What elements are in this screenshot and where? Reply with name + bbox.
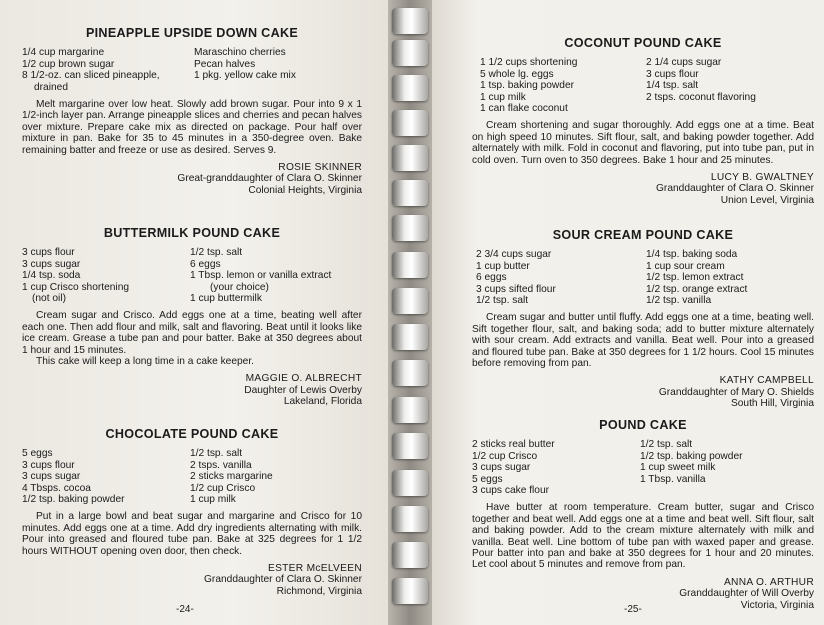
ingredient: 5 whole lg. eggs xyxy=(480,68,554,80)
ingredient: 1/2 tsp. salt xyxy=(190,247,243,259)
binding-ring xyxy=(392,110,428,136)
binding-ring xyxy=(392,433,428,459)
ingredient: 2 3/4 cups sugar xyxy=(476,249,552,261)
recipe-buttermilk-pound-cake xyxy=(22,228,362,408)
recipe-title: COCONUT POUND CAKE xyxy=(564,36,722,50)
ingredient: 2 tsps. coconut flavoring xyxy=(646,91,756,103)
binding-ring xyxy=(392,324,428,350)
page-number: -25- xyxy=(624,604,642,615)
ingredient: 3 cups sugar xyxy=(472,462,531,474)
binding-ring xyxy=(392,360,428,386)
ingredient-column-right xyxy=(194,47,296,93)
ingredient: 3 cups flour xyxy=(646,68,699,80)
binding-ring xyxy=(392,180,428,206)
contributor-name: ROSIE SKINNER xyxy=(278,162,362,174)
ingredient-column-left xyxy=(476,249,646,306)
ingredient: (your choice) xyxy=(210,281,269,293)
contributor-name: LUCY B. GWALTNEY xyxy=(710,172,814,184)
ingredient-list xyxy=(472,57,814,114)
contributor-relation: Granddaughter of Clara O. Skinner xyxy=(656,183,814,195)
recipe-title: CHOCOLATE POUND CAKE xyxy=(105,427,279,441)
recipe-title: SOUR CREAM POUND CAKE xyxy=(552,228,734,242)
recipe-title: POUND CAKE xyxy=(599,418,687,432)
recipe-title: PINEAPPLE UPSIDE DOWN CAKE xyxy=(85,26,299,40)
recipe-note: This cake will keep a long time in a cake keeper. xyxy=(36,356,255,368)
ingredient: (not oil) xyxy=(32,293,66,305)
ingredient: 1/2 tsp. lemon extract xyxy=(646,272,744,284)
ingredient-list xyxy=(22,448,362,505)
recipe-instructions: Cream sugar and butter until fluffy. Add eggs one at a time, beating well. Sift together flour, salt, and baking soda; add to butter mixture alternately with sour cream. Add extracts and vanilla. Beat well. Pour into a greased and floured tube pan. Bake at 350 degrees for 1 1/2 hours. Cool 15 minutes before removing from pan. xyxy=(472,312,814,370)
recipe-coconut-pound-cake xyxy=(472,38,814,206)
ingredient-column-left xyxy=(22,247,190,304)
ingredient: 1 Tbsp. vanilla xyxy=(640,473,706,485)
ingredient: 3 cups flour xyxy=(22,459,75,471)
right-page xyxy=(432,0,824,625)
ingredient: 2 1/4 cups sugar xyxy=(646,57,722,69)
binding-ring xyxy=(392,397,428,423)
ingredient: 1 cup milk xyxy=(190,494,236,506)
ingredient-list xyxy=(472,439,814,496)
ingredient: 3 cups sifted flour xyxy=(476,283,556,295)
recipe-instructions: Melt margarine over low heat. Slowly add brown sugar. Pour into 9 x 1 1/2-inch layer pan. Arrange pineapple slices and cherries and pecan halves over mixture. Prepare cake mix as directed on package. Pour half over mixture in pan. Bake for 35 to 45 minutes in a 350-degree oven. Bake remaining batter and freeze or use as desired. Serves 9. xyxy=(22,99,362,156)
ingredient: 1/2 tsp. salt xyxy=(190,448,243,460)
binding-ring xyxy=(392,288,428,314)
ingredient: 1/4 tsp. salt xyxy=(646,80,699,92)
ingredient: 2 sticks margarine xyxy=(190,471,273,483)
binding-ring xyxy=(392,470,428,496)
ingredient-column-right xyxy=(190,448,273,505)
ingredient-column-left xyxy=(22,47,194,93)
ingredient: 1 cup sweet milk xyxy=(640,462,716,474)
ingredient: 1 cup sour cream xyxy=(646,260,725,272)
ingredient: 2 tsps. vanilla xyxy=(190,459,252,471)
contributor-name: KATHY CAMPBELL xyxy=(719,375,814,387)
ingredient: 6 eggs xyxy=(190,258,221,270)
contributor-location: Richmond, Virginia xyxy=(276,585,362,597)
contributor-signature xyxy=(472,375,814,409)
ingredient-list xyxy=(22,47,362,93)
contributor-location: Colonial Heights, Virginia xyxy=(248,184,362,196)
binding-ring xyxy=(392,8,428,34)
contributor-location: Lakeland, Florida xyxy=(283,396,362,408)
ingredient: Maraschino cherries xyxy=(194,47,286,59)
ingredient: 1 tsp. baking powder xyxy=(480,80,575,92)
ingredient: 3 cups flour xyxy=(22,247,75,259)
ingredient-column-left xyxy=(22,448,190,505)
ingredient: 1/2 cup Crisco xyxy=(472,450,538,462)
ingredient: 1/4 tsp. baking soda xyxy=(646,249,738,261)
ingredient: 1/4 cup margarine xyxy=(22,47,105,59)
ingredient: 1 pkg. yellow cake mix xyxy=(194,70,296,82)
binding-ring xyxy=(392,215,428,241)
page-number: -24- xyxy=(176,604,194,615)
ingredient-column-right xyxy=(190,247,331,304)
ingredient: 3 cups sugar xyxy=(22,258,81,270)
ingredient: 1 cup milk xyxy=(480,91,526,103)
contributor-relation: Granddaughter of Clara O. Skinner xyxy=(204,574,362,586)
ingredient: 1/2 tsp. salt xyxy=(640,439,693,451)
contributor-signature xyxy=(22,563,362,597)
ingredient: 8 1/2-oz. can sliced pineapple, xyxy=(22,70,160,82)
ingredient: 5 eggs xyxy=(22,448,53,460)
recipe-pound-cake xyxy=(472,420,814,611)
ingredient: 1/2 tsp. salt xyxy=(476,295,529,307)
ingredient: 1/4 tsp. soda xyxy=(22,270,81,282)
recipe-title: BUTTERMILK POUND CAKE xyxy=(103,226,281,240)
ingredient: 1 1/2 cups shortening xyxy=(480,57,578,69)
recipe-pineapple-upside-down-cake xyxy=(22,28,362,196)
binding-ring xyxy=(392,252,428,278)
ingredient: 1 cup Crisco shortening xyxy=(22,281,130,293)
binding-ring xyxy=(392,542,428,568)
binding-ring xyxy=(392,145,428,171)
ingredient: 3 cups cake flour xyxy=(472,485,550,497)
ingredient: 1/2 tsp. baking powder xyxy=(22,494,125,506)
ingredient-column-left xyxy=(472,439,640,496)
binding-ring xyxy=(392,506,428,532)
left-page xyxy=(0,0,388,625)
ingredient: Pecan halves xyxy=(194,58,256,70)
ingredient: 1/2 tsp. orange extract xyxy=(646,283,748,295)
contributor-location: Union Level, Virginia xyxy=(720,194,814,206)
contributor-relation: Granddaughter of Will Overby xyxy=(679,588,814,600)
contributor-location: Victoria, Virginia xyxy=(740,599,814,611)
contributor-relation: Great-granddaughter of Clara O. Skinner xyxy=(177,173,362,185)
ingredient-column-right xyxy=(640,439,743,496)
ingredient: 1/2 cup Crisco xyxy=(190,482,256,494)
ingredient: 1 can flake coconut xyxy=(480,103,568,115)
ingredient: 4 Tbsps. cocoa xyxy=(22,482,91,494)
ingredient: 1/2 tsp. vanilla xyxy=(646,295,712,307)
recipe-instructions: Cream sugar and Crisco. Add eggs one at a time, beating well after each one. Then add flour and milk, salt and flavoring. Beat until it looks like ice cream. Grease a tube pan and pour batter. Bake at 350 degrees about 1 hour and 15 minutes. xyxy=(22,310,362,356)
contributor-signature xyxy=(472,577,814,611)
binding-ring xyxy=(392,578,428,604)
ingredient: 1/2 tsp. baking powder xyxy=(640,450,743,462)
ingredient: 6 eggs xyxy=(476,272,507,284)
ingredient: 5 eggs xyxy=(472,473,503,485)
binding-ring xyxy=(392,75,428,101)
contributor-signature xyxy=(22,373,362,407)
recipe-sour-cream-pound-cake xyxy=(472,230,814,410)
ingredient-column-right xyxy=(646,249,747,306)
contributor-location: South Hill, Virginia xyxy=(730,398,814,410)
ingredient: 2 sticks real butter xyxy=(472,439,555,451)
ingredient-column-right xyxy=(646,57,756,114)
ingredient: 1/2 cup brown sugar xyxy=(22,58,115,70)
recipe-instructions: Put in a large bowl and beat sugar and margarine and Crisco for 10 minutes. Add eggs one at a time. Add dry ingredients alternating with milk. Pour into greased and floured tube pan. Bake at 325 degrees for 1 1/2 hours WITHOUT opening oven door, then check. xyxy=(22,511,362,557)
contributor-name: ESTER McELVEEN xyxy=(267,563,362,575)
recipe-instructions: Have butter at room temperature. Cream butter, sugar and Crisco together and beat well. Add eggs one at a time and beat well. Sift flour, salt and baking powder. Add to the cream mixture alternately with milk and vanilla. Beat well. Line bottom of tube pan with waxed paper and grease. Pour batter into pan and bake at 350 degrees for 1 hour and 20 minutes. Let cool about 5 minutes and remove from pan. xyxy=(472,502,814,571)
contributor-name: MAGGIE O. ALBRECHT xyxy=(245,373,362,385)
binding-ring xyxy=(392,40,428,66)
contributor-signature xyxy=(22,162,362,196)
ingredient: drained xyxy=(34,81,68,93)
ingredient: 1 cup buttermilk xyxy=(190,293,262,305)
ingredient-list xyxy=(472,249,814,306)
recipe-instructions: Cream shortening and sugar thoroughly. Add eggs one at a time. Beat on high speed 10 minutes. Sift flour, salt, and baking powder together. Add alternately with milk. Fold in coconut and flavoring, put into tube pan, put in cold oven. Turn oven to 350 degrees. Bake 1 hour and 25 minutes. xyxy=(472,120,814,166)
contributor-relation: Daughter of Lewis Overby xyxy=(244,384,362,396)
contributor-relation: Granddaughter of Mary O. Shields xyxy=(658,386,814,398)
ingredient-list xyxy=(22,247,362,304)
ingredient: 1 cup butter xyxy=(476,260,530,272)
contributor-name: ANNA O. ARTHUR xyxy=(723,576,814,588)
contributor-signature xyxy=(472,172,814,206)
recipe-chocolate-pound-cake xyxy=(22,429,362,597)
ingredient: 1 Tbsp. lemon or vanilla extract xyxy=(190,270,332,282)
ingredient-column-left xyxy=(480,57,646,114)
ingredient: 3 cups sugar xyxy=(22,471,81,483)
